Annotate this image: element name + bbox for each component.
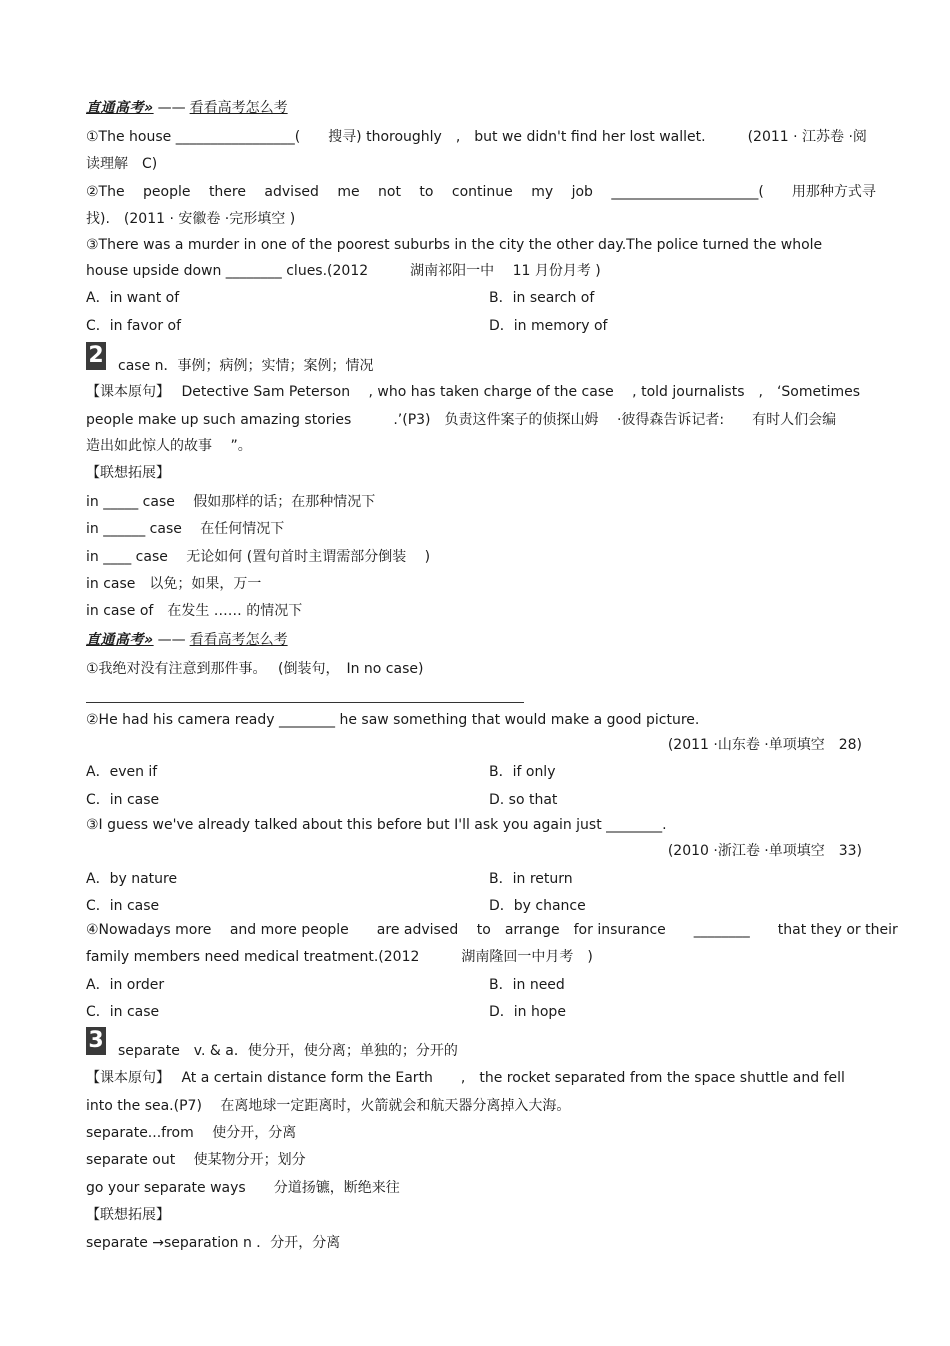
exam-header-sub: 看看高考怎么考 xyxy=(189,632,288,648)
exam-header xyxy=(86,99,288,117)
question-2: ②He had his camera ready ________ he saw something that would make a good picture. xyxy=(86,712,700,728)
derivation-line: separate →separation n ．分开，分离 xyxy=(86,1235,341,1251)
option-c: C．in case xyxy=(86,792,160,808)
question-3: ③I guess we've already talked about this before but I'll ask you again just ________. xyxy=(86,817,667,833)
phrase-item: in ____ case 无论如何 (置句首时主谓需部分倒装 ) xyxy=(86,549,431,565)
option-c: C．in case xyxy=(86,898,160,914)
phrase-item: in _____ case 假如那样的话；在那种情况下 xyxy=(86,494,376,510)
expand-label: 【联想拓展】 xyxy=(86,1207,170,1223)
answer-blank-line xyxy=(86,702,524,703)
question-2-line-2: 找). (2011 · 安徽卷 ·完形填空 ) xyxy=(86,211,296,227)
question-3-line-2: house upside down ________ clues.(2012 湖南祁阳一中 11 月份月考 ) xyxy=(86,263,601,279)
vocab-entry: separate v. & a．使分开，使分离；单独的；分开的 xyxy=(118,1043,458,1059)
question-3-source: (2010 ·浙江卷 ·单项填空 33) xyxy=(667,843,862,859)
question-3-line-1: ③There was a murder in one of the poorest suburbs in the city the other day.The police turned the whole xyxy=(86,237,823,253)
question-4-line-2: family members need medical treatment.(2012 湖南隆回一中月考 ) xyxy=(86,949,593,965)
exam-header xyxy=(86,631,288,649)
option-a: A．in order xyxy=(86,977,165,993)
textbook-sentence-line-1: 【课本原句】 Detective Sam Peterson , who has taken charge of the case , told journalists , ‘Sometimes xyxy=(86,384,861,400)
phrase-item: in case 以免；如果，万一 xyxy=(86,576,262,592)
phrase-item: go your separate ways 分道扬镳，断绝来往 xyxy=(86,1180,400,1196)
exam-header-dash: —— xyxy=(157,100,186,116)
option-d: D．in memory of xyxy=(489,318,608,334)
textbook-sentence-line-2: into the sea.(P7) 在离地球一定距离时，火箭就会和航天器分离掉入大海。 xyxy=(86,1098,571,1114)
question-2-line-1: ②The people there advised me not to continue my job _____________________( 用那种方式寻 xyxy=(86,184,876,200)
option-b: B．if only xyxy=(489,764,556,780)
expand-label: 【联想拓展】 xyxy=(86,465,170,481)
option-c: C．in favor of xyxy=(86,318,182,334)
question-1-line-2: 读理解 C) xyxy=(86,156,158,172)
phrase-item: in ______ case 在任何情况下 xyxy=(86,521,285,537)
exam-header-tag: 直通高考» xyxy=(86,100,154,116)
textbook-sentence-line-3: 造出如此惊人的故事 ”。 xyxy=(86,438,252,454)
phrase-item: separate out 使某物分开；划分 xyxy=(86,1152,306,1168)
option-a: A．in want of xyxy=(86,290,180,306)
option-b: B．in search of xyxy=(489,290,595,306)
option-a: A．even if xyxy=(86,764,158,780)
section-number-badge: 3 xyxy=(86,1027,106,1055)
option-b: B．in need xyxy=(489,977,565,993)
exam-header-dash: —— xyxy=(157,632,186,648)
option-d: D．by chance xyxy=(489,898,586,914)
textbook-sentence-line-1: 【课本原句】 At a certain distance form the Earth , the rocket separated from the space shuttle and fell xyxy=(86,1070,845,1086)
section-number-badge: 2 xyxy=(86,342,106,370)
phrase-item: in case of 在发生 …… 的情况下 xyxy=(86,603,303,619)
exam-header-sub: 看看高考怎么考 xyxy=(189,100,288,116)
vocab-entry: case n．事例；病例；实情；案例；情况 xyxy=(118,358,374,374)
textbook-sentence-line-2: people make up such amazing stories .’(P3) 负责这件案子的侦探山姆 ·彼得森告诉记者: 有时人们会编 xyxy=(86,412,837,428)
question-1: ①我绝对没有注意到那件事。 (倒装句， In no case) xyxy=(86,661,424,677)
option-d: D. so that xyxy=(489,792,558,808)
question-4-line-1: ④Nowadays more and more people are advised to arrange for insurance ________ that they or their xyxy=(86,922,898,938)
option-c: C．in case xyxy=(86,1004,160,1020)
question-2-source: (2011 ·山东卷 ·单项填空 28) xyxy=(667,737,862,753)
option-a: A．by nature xyxy=(86,871,178,887)
phrase-item: separate...from 使分开，分离 xyxy=(86,1125,297,1141)
option-b: B．in return xyxy=(489,871,573,887)
option-d: D．in hope xyxy=(489,1004,566,1020)
exam-header-tag: 直通高考» xyxy=(86,632,154,648)
question-1-line-1: ①The house _________________( 搜寻) thoroughly , but we didn't find her lost wallet. (2011 · 江苏卷 ·阅 xyxy=(86,129,867,145)
